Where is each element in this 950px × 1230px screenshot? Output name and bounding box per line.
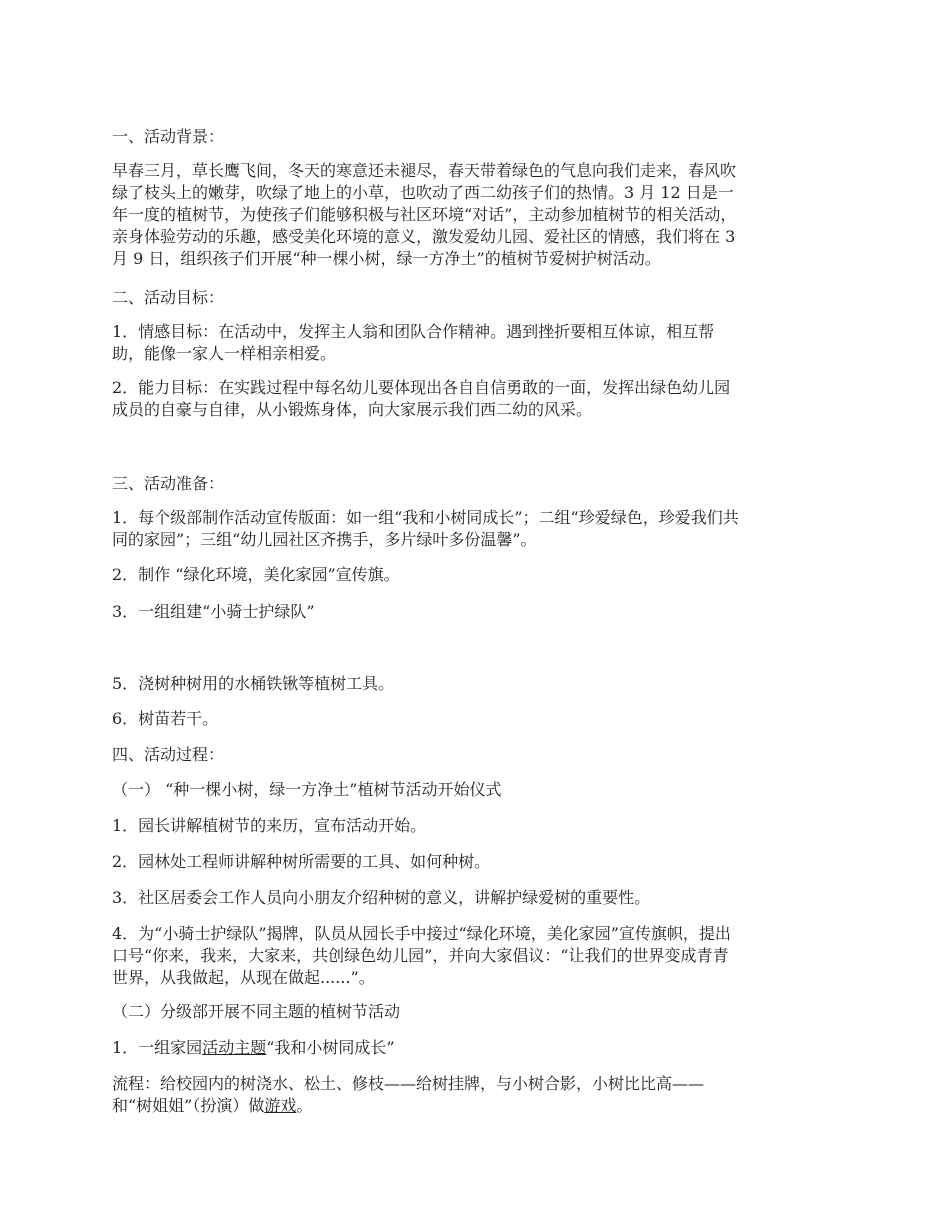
item-prefix: 1．一组家园	[112, 1038, 203, 1057]
section-4-sub-1-item-1: 1．园长讲解植树节的来历，宣布活动开始。	[112, 816, 427, 835]
section-4-heading: 四、活动过程：	[112, 745, 225, 764]
paragraph-line: 口号“你来，我来，大家来，共创绿色幼儿园”，并向大家倡议：“让我们的世界变成青青	[112, 946, 729, 965]
section-1-heading: 一、活动背景：	[112, 127, 225, 146]
paragraph-line: 亲身体验劳动的乐趣，感受美化环境的意义，激发爱幼儿园、爱社区的情感，我们将在 3	[112, 227, 736, 246]
paragraph-line: 成员的自豪与自律，从小锻炼身体，向大家展示我们西二幼的风采。	[112, 400, 593, 419]
section-3-item-6: 6．树苗若干。	[112, 709, 219, 728]
section-3-item-5: 5．浇树种树用的水桶铁锹等植树工具。	[112, 674, 395, 693]
section-4-sub-1-item-2: 2．园林处工程师讲解种树所需要的工具、如何种树。	[112, 852, 491, 871]
section-2-item-1	[112, 321, 832, 365]
paragraph-line: 月 9 日，组织孩子们开展“种一棵小树，绿一方净土”的植树节爱树护树活动。	[112, 249, 661, 268]
item-suffix: “我和小树同成长”	[266, 1038, 395, 1057]
section-1-paragraph	[112, 160, 832, 270]
paragraph-line: 年一度的植树节，为使孩子们能够积极与社区环境“对话”，主动参加植树节的相关活动，	[112, 205, 737, 224]
section-4-sub-1-item-4	[112, 923, 832, 989]
section-4-sub-1-item-3: 3．社区居委会工作人员向小朋友介绍种树的意义，讲解护绿爱树的重要性。	[112, 888, 651, 907]
section-2-item-2	[112, 377, 832, 421]
activity-theme-link[interactable]: 活动主题	[202, 1038, 267, 1057]
section-4-sub-2: （二）分级部开展不同主题的植树节活动	[112, 1002, 401, 1021]
paragraph-line: 2．能力目标：在实践过程中每名幼儿要体现出各自自信勇敢的一面，发挥出绿色幼儿园	[112, 378, 731, 397]
game-link[interactable]: 游戏	[264, 1096, 297, 1115]
flow-prefix: 和“树姐姐”（扮演）做	[112, 1096, 265, 1115]
section-3-heading: 三、活动准备：	[112, 474, 225, 493]
paragraph-line: 绿了枝头上的嫩芽，吹绿了地上的小草，也吹动了西二幼孩子们的热情。3 月 12 日是一	[112, 183, 734, 202]
flow-suffix: 。	[296, 1096, 313, 1115]
paragraph-line: 世界，从我做起，从现在做起......”。	[112, 968, 375, 987]
section-3-item-2: 2．制作 “绿化环境，美化家园”宣传旗。	[112, 565, 400, 584]
paragraph-line: 4．为“小骑士护绿队”揭牌，队员从园长手中接过“绿化环境，美化家园”宣传旗帜，提出	[112, 924, 731, 943]
paragraph-line: 1．情感目标：在活动中，发挥主人翁和团队合作精神。遇到挫折要相互体谅，相互帮	[112, 322, 715, 341]
paragraph-line: 同的家园”；三组“幼儿园社区齐携手，多片绿叶多份温馨”。	[112, 530, 537, 549]
flow-paragraph	[112, 1073, 832, 1117]
paragraph-line: 助，能像一家人一样相亲相爱。	[112, 344, 337, 363]
section-3-item-3: 3．一组组建“小骑士护绿队”	[112, 602, 315, 621]
section-3-item-1	[112, 507, 832, 551]
section-4-sub-1: （一） “种一棵小树，绿一方净土”植树节活动开始仪式	[112, 780, 502, 799]
section-2-heading: 二、活动目标：	[112, 288, 225, 307]
paragraph-line	[112, 1095, 832, 1117]
paragraph-line: 1．每个级部制作活动宣传版面：如一组“我和小树同成长”；二组“珍爱绿色，珍爱我们共	[112, 508, 739, 527]
section-4-sub-2-item-1	[112, 1037, 832, 1059]
paragraph-line: 流程：给校园内的树浇水、松土、修枝——给树挂牌，与小树合影，小树比比高——	[112, 1074, 705, 1093]
paragraph-line: 早春三月，草长鹰飞间，冬天的寒意还未褪尽，春天带着绿色的气息向我们走来，春风吹	[112, 161, 737, 180]
